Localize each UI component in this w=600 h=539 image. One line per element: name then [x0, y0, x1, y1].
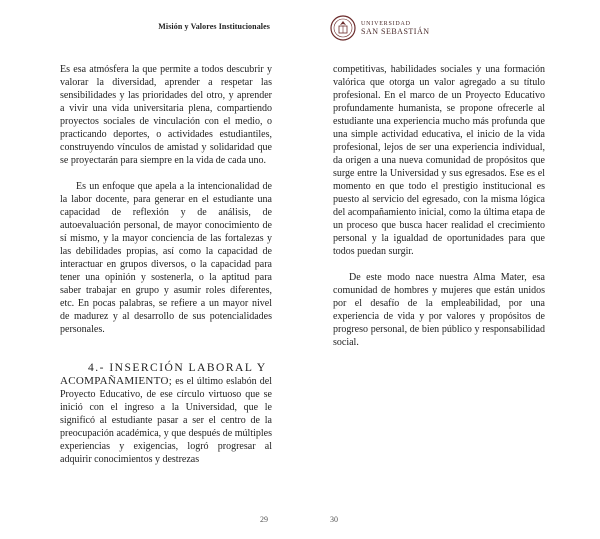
logo-text: [361, 21, 430, 36]
running-head: Misión y Valores Institucionales: [158, 22, 270, 31]
logo-line-2: SAN SEBASTIÁN: [361, 26, 430, 36]
section-title: 4.- INSERCIÓN LABORAL Y: [88, 362, 267, 374]
university-seal-icon: [330, 15, 356, 41]
paragraph-atmosphere: Es esa atmósfera la que permite a todos descubrir y valorar la diversidad, aprender a respetar las sensibilidades y las prioridades del otro, y aprender a vivir una vida universitaria plena, compartiendo proyectos sociales de vinculación con el medio, o practicando deportes, o actividades estudiantiles, construyendo vínculos de amistad y solidaridad que se proyectarán para siempre en la vida de cada uno.: [60, 64, 272, 166]
paragraph-teaching-approach: Es un enfoque que apela a la intencionalidad de la labor docente, para generar en el estudiante una capacidad de reflexión y de análisis, de autoevaluación personal, de mayor conocimiento de sí mismo, y la mayor conciencia de las fortalezas y las debilidades propias, así como la capacidad de interactuar en grupos diversos, o la capacidad para tener una opinión y sostenerla, o la aptitud para saber trabajar en grupo y asumir roles diferentes, etc. En pocas palabras, se refiere a un mayor nivel de madurez y al desarrollo de sus potencialidades personales.: [60, 181, 272, 335]
right-body-text: [333, 63, 545, 349]
page-number: 30: [330, 515, 338, 524]
section-title-continued: ACOMPAÑAMIENTO;: [60, 375, 173, 387]
logo-line-1: UNIVERSIDAD: [361, 20, 411, 27]
paragraph-insertion-body: es el último eslabón del Proyecto Educativo, de ese círculo virtuoso que se inició con el ingreso a la Universidad, que le significó al estudiante pasar a ser el centro de la preocupación académica, y que después de múltiples experiencias y exigencias, logró progresar al adquirir conocimientos y destrezas: [60, 376, 272, 465]
paragraph-alma-mater: De este modo nace nuestra Alma Mater, esa comunidad de hombres y mujeres que están unidos por el desafío de la empleabilidad, por una experiencia de vida y por valores y propósitos de progreso personal, de bien público y responsabilidad social.: [333, 272, 545, 348]
paragraph-employability: competitivas, habilidades sociales y una formación valórica que otorga un valor agregado a su título profesional. En el marco de un Proyecto Educativo profundamente humanista, se propone ofrecerle al estudiante una experiencia mucho más profunda que una simple actividad educativa, el inicio de la vida profesional, lejos de ser una experiencia individual, da origen a una nueva comunidad de propósitos que surge entre la Universidad y sus egresados. Ese es el momento en que todo el prestigio institucional es puesto al servicio del egresado, con la misma lógica del acompañamiento inicial, como la última etapa de un proceso que busca hacer realidad el crecimiento personal y la igualdad de oportunidades para que todos puedan surgir.: [333, 64, 545, 257]
left-body-text: [60, 63, 272, 466]
section-spacer: [60, 336, 272, 362]
right-page: [300, 0, 600, 539]
page-number: 29: [260, 515, 268, 524]
university-logo: [330, 15, 430, 41]
section-insertion: [60, 362, 272, 466]
